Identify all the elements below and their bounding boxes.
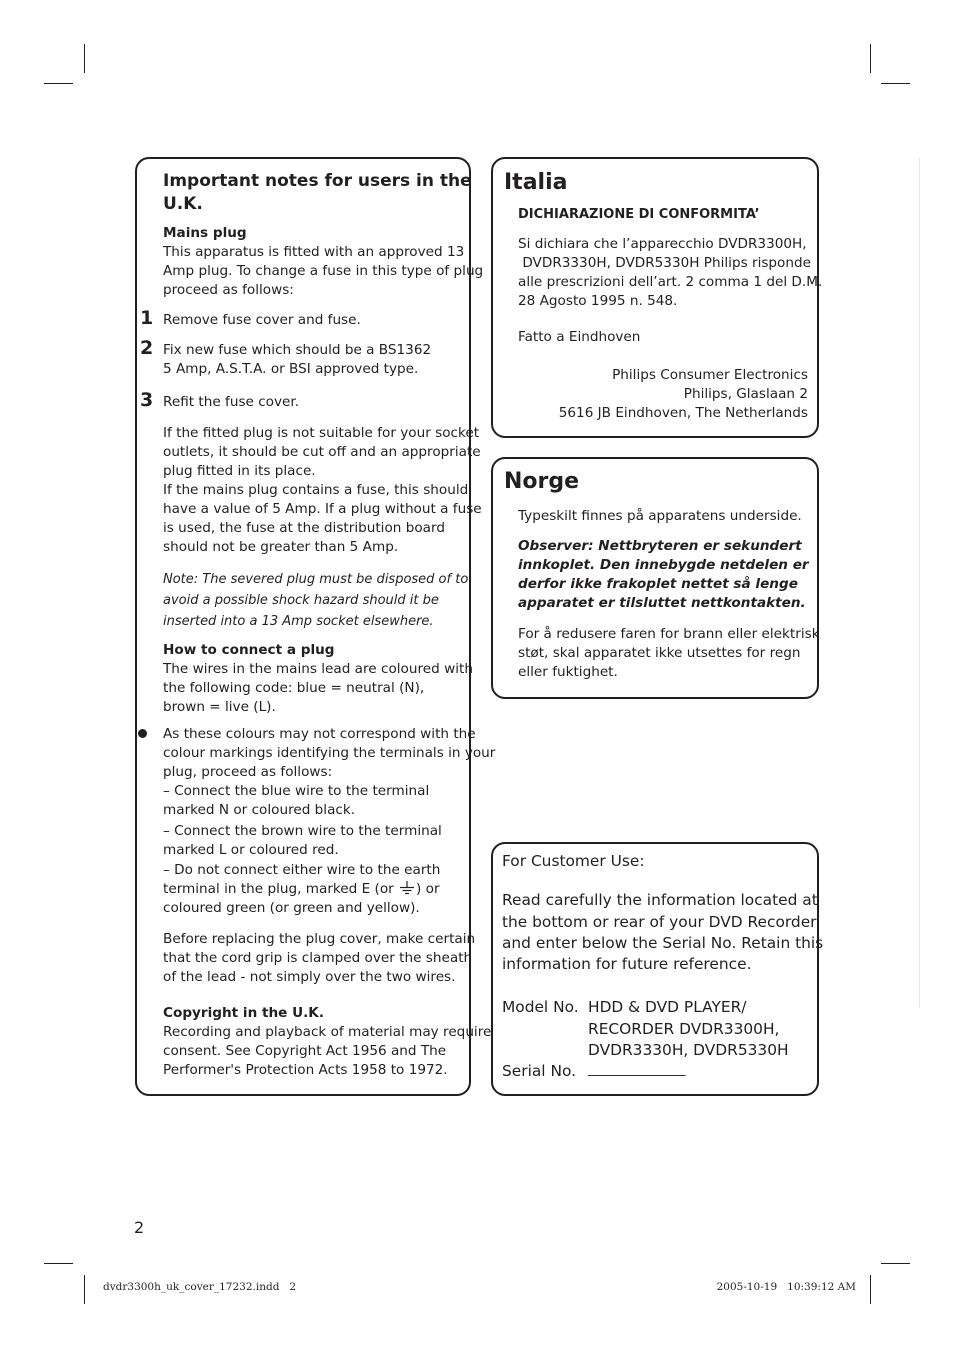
customer-text: and enter below the Serial No. Retain this [502,934,824,952]
mains-plug-text: This apparatus is fitted with an approved 13 [163,244,465,260]
model-value: RECORDER DVDR3300H, [588,1020,780,1038]
model-value: HDD & DVD PLAYER/ [588,998,747,1016]
crop-mark [44,83,73,84]
connect-plug-text: brown = live (L). [163,699,276,715]
customer-heading: For Customer Use: [502,852,645,870]
crop-mark [881,1263,910,1264]
conformity-heading: DICHIARAZIONE DI CONFORMITA’ [518,207,760,222]
observer-warning: apparatet er tilsluttet nettkontakten. [518,595,806,611]
crop-mark [870,44,871,73]
plug-cover-text: that the cord grip is clamped over the sheath [163,950,473,966]
mains-plug-text: proceed as follows: [163,282,294,298]
colour-bullet-text: – Connect the blue wire to the terminal [163,783,430,799]
colour-bullet-text: colour markings identifying the terminals in your [163,745,496,761]
fitted-plug-text: If the fitted plug is not suitable for your socket [163,425,480,441]
colour-bullet-text: marked N or coloured black. [163,802,356,818]
mains-plug-text: Amp plug. To change a fuse in this type of plug [163,263,484,279]
fitted-plug-text: is used, the fuse at the distribution board [163,520,445,536]
norge-text: støt, skal apparatet ikke utsettes for regn [518,645,801,661]
serial-number-line: _______________ [588,1062,686,1077]
customer-text: Read carefully the information located at [502,891,818,909]
crop-mark [881,83,910,84]
crop-mark [84,1275,85,1304]
conformity-text: alle prescrizioni dell’art. 2 comma 1 del D.M. [518,274,823,290]
conformity-text: Si dichiara che l’apparecchio DVDR3300H, [518,236,807,252]
customer-text: information for future reference. [502,955,752,973]
copyright-heading: Copyright in the U.K. [163,1005,325,1021]
severed-plug-note: Note: The severed plug must be disposed of to [163,572,469,587]
colour-bullet-text: – Do not connect either wire to the earth [163,862,441,878]
earth-terminal-text: coloured green (or green and yellow). [163,900,420,916]
uk-title: Important notes for users in the [163,171,472,191]
fitted-plug-text: should not be greater than 5 Amp. [163,539,399,555]
uk-title: U.K. [163,194,203,214]
earth-ground-icon [399,881,415,895]
address-line: 5616 JB Eindhoven, The Netherlands [558,405,808,421]
step-text: Refit the fuse cover. [163,394,300,410]
mains-plug-heading: Mains plug [163,225,247,241]
footer-timestamp: 2005-10-19 10:39:12 AM [716,1281,856,1293]
bullet-dot [138,729,147,738]
observer-warning: Observer: Nettbryteren er sekundert [518,538,802,554]
norge-title: Norge [504,469,580,494]
step-text: Fix new fuse which should be a BS1362 [163,342,432,358]
severed-plug-note: inserted into a 13 Amp socket elsewhere. [163,614,434,629]
registration-line [919,158,920,1008]
model-label: Model No. [502,998,579,1016]
crop-mark [870,1275,871,1304]
connect-plug-text: the following code: blue = neutral (N), [163,680,425,696]
model-value: DVDR3330H, DVDR5330H [588,1041,789,1059]
conformity-text: DVDR3330H, DVDR5330H Philips risponde [518,255,811,271]
colour-bullet-text: marked L or coloured red. [163,842,339,858]
norge-text: eller fuktighet. [518,664,618,680]
colour-bullet-text: plug, proceed as follows: [163,764,333,780]
page-number: 2 [134,1218,145,1237]
fatto-text: Fatto a Eindhoven [518,329,641,345]
observer-warning: derfor ikke frakoplet nettet så lenge [518,576,798,592]
address-line: Philips, Glaslaan 2 [683,386,808,402]
severed-plug-note: avoid a possible shock hazard should it be [163,593,439,608]
crop-mark [84,44,85,73]
italia-title: Italia [504,170,568,195]
colour-bullet-text: – Connect the brown wire to the terminal [163,823,442,839]
copyright-text: Performer's Protection Acts 1958 to 1972. [163,1062,448,1078]
norge-text: Typeskilt finnes på apparatens underside. [518,508,802,524]
fitted-plug-text: outlets, it should be cut off and an appropriate [163,444,481,460]
step-text: Remove fuse cover and fuse. [163,312,361,328]
step-number: 2 [140,337,154,359]
colour-bullet-text: As these colours may not correspond with the [163,726,476,742]
connect-plug-heading: How to connect a plug [163,642,335,658]
copyright-text: Recording and playback of material may require [163,1024,492,1040]
customer-text: the bottom or rear of your DVD Recorder [502,913,817,931]
serial-label: Serial No. [502,1062,576,1080]
plug-cover-text: Before replacing the plug cover, make certain [163,931,476,947]
connect-plug-text: The wires in the mains lead are coloured with [163,661,473,677]
observer-warning: innkoplet. Den innebygde netdelen er [518,557,809,573]
conformity-text: 28 Agosto 1995 n. 548. [518,293,678,309]
copyright-text: consent. See Copyright Act 1956 and The [163,1043,447,1059]
earth-text-part: terminal in the plug, marked E (or [163,881,399,897]
plug-cover-text: of the lead - not simply over the two wires. [163,969,456,985]
fitted-plug-text: plug fitted in its place. [163,463,316,479]
step-number: 3 [140,389,154,411]
address-line: Philips Consumer Electronics [612,367,808,383]
crop-mark [44,1263,73,1264]
fitted-plug-text: have a value of 5 Amp. If a plug without a fuse [163,501,482,517]
fitted-plug-text: If the mains plug contains a fuse, this should [163,482,469,498]
earth-terminal-text [163,880,440,899]
footer-filename: dvdr3300h_uk_cover_17232.indd 2 [103,1281,297,1293]
earth-text-part: ) or [416,881,440,897]
norge-text: For å redusere faren for brann eller elektrisk [518,626,820,642]
step-number: 1 [140,307,154,329]
step-text: 5 Amp, A.S.T.A. or BSI approved type. [163,361,419,377]
